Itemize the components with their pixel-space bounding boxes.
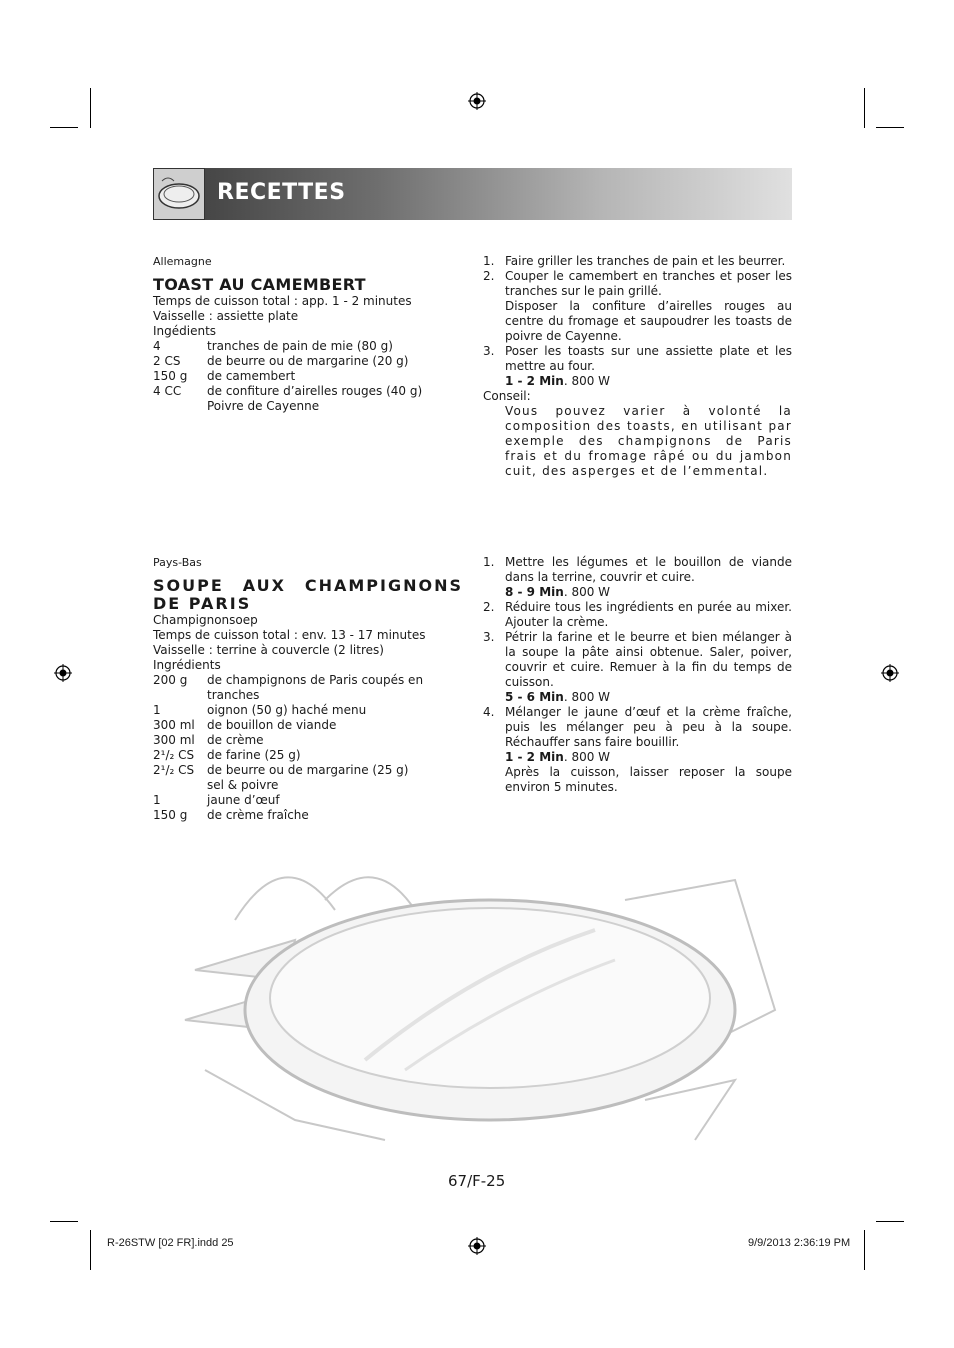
recipe-origin: Pays-Bas xyxy=(153,556,202,569)
registration-mark-icon xyxy=(468,1237,486,1255)
recipe-title: TOAST AU CAMEMBERT xyxy=(153,275,366,294)
ingredient-row: 150 g de camembert xyxy=(153,369,296,383)
ingredient-row: 300 ml de bouillon de viande xyxy=(153,718,337,732)
registration-mark-icon xyxy=(881,664,899,682)
crop-mark xyxy=(876,127,904,128)
ingredient-row: 1 jaune d’œuf xyxy=(153,793,280,807)
ingredient-list xyxy=(153,339,463,414)
ingredient-row: 1 oignon (50 g) haché menu xyxy=(153,703,367,717)
recipe-1-info xyxy=(153,254,463,414)
tip-label: Conseil: xyxy=(483,389,531,403)
crop-mark xyxy=(90,88,91,128)
ingredient-row: Poivre de Cayenne xyxy=(207,399,320,413)
ingredient-list xyxy=(153,673,463,823)
recipe-origin: Allemagne xyxy=(153,255,212,268)
step-item: 3. Pétrir la farine et le beurre et bien mélanger à la soupe la pâte ainsi obtenue. Saler, poiver, couvrir et cuire. Remuer à la fin du temps de cuisson. 5 - 6 Min. 800 W xyxy=(483,630,792,704)
recipe-meta: Vaisselle : assiette plate xyxy=(153,309,299,323)
step-item: 1. Faire griller les tranches de pain et les beurrer. xyxy=(483,254,786,268)
ingredient-row: sel & poivre xyxy=(207,778,279,792)
recipe-2-steps xyxy=(483,555,792,795)
crop-mark xyxy=(50,1221,78,1222)
step-item: 3. Poser les toasts sur une assiette plate et les mettre au four. 1 - 2 Min. 800 W xyxy=(483,344,792,388)
crop-mark xyxy=(864,88,865,128)
crop-mark xyxy=(876,1221,904,1222)
recipe-meta: Vaisselle : terrine à couvercle (2 litres) xyxy=(153,643,384,657)
step-item: 2. Couper le camembert en tranches et poser les tranches sur le pain grillé. Disposer la confiture d’airelles rouges au centre du fromage et saupoudrer les toasts de poivre de Cayenne. xyxy=(483,269,792,343)
ingredient-row: 4 tranches de pain de mie (80 g) xyxy=(153,339,393,353)
crop-mark xyxy=(90,1230,91,1270)
crop-mark xyxy=(50,127,78,128)
step-item: 2. Réduire tous les ingrédients en purée au mixer. Ajouter la crème. xyxy=(483,600,792,629)
footer-timestamp: 9/9/2013 2:36:19 PM xyxy=(748,1237,851,1249)
section-header xyxy=(153,168,792,220)
crop-mark xyxy=(864,1230,865,1270)
dish-icon xyxy=(153,168,205,220)
ingredient-row: 200 g de champignons de Paris coupés en tranches xyxy=(153,673,424,702)
recipe-meta: Champignonsoep xyxy=(153,613,258,627)
ingredient-row: 2 CS de beurre ou de margarine (20 g) xyxy=(153,354,409,368)
recipe-title: SOUPE AUX CHAMPIGNONS DE PARIS xyxy=(153,576,463,613)
page-number: 67/F-25 xyxy=(448,1172,506,1190)
recipe-meta: Ingédients xyxy=(153,324,217,338)
tip-text: Vous pouvez varier à volonté la composition des toasts, en utilisant par exemple des champignons de Paris frais et du fromage râpé ou du jambon cuit, des asperges et de l’emmental. xyxy=(505,404,792,478)
footer-file-info: R-26STW [02 FR].indd 25 xyxy=(107,1237,234,1249)
page-title: RECETTES xyxy=(217,180,346,205)
step-item: 1. Mettre les légumes et le bouillon de viande dans la terrine, couvrir et cuire. 8 - 9 Min. 800 W xyxy=(483,555,792,599)
recipe-meta: Temps de cuisson total : app. 1 - 2 minutes xyxy=(153,294,412,308)
dish-illustration xyxy=(175,820,805,1160)
recipe-meta: Ingrédients xyxy=(153,658,221,672)
registration-mark-icon xyxy=(54,664,72,682)
ingredient-row: 2¹/₂ CS de farine (25 g) xyxy=(153,748,301,762)
recipe-1-steps xyxy=(483,254,792,479)
ingredient-row: 150 g de crème fraîche xyxy=(153,808,309,822)
ingredient-row: 300 ml de crème xyxy=(153,733,264,747)
recipe-2-info xyxy=(153,555,463,823)
registration-mark-icon xyxy=(468,92,486,110)
recipe-meta: Temps de cuisson total : env. 13 - 17 minutes xyxy=(153,628,426,642)
ingredient-row: 4 CC de confiture d’airelles rouges (40 g) xyxy=(153,384,423,398)
step-item: 4. Mélanger le jaune d’œuf et la crème fraîche, puis les mélanger peu à peu à la soupe. Réchauffer sans faire bouillir. 1 - 2 Min. 800 W Après la cuisson, laisser reposer la soupe environ 5 minutes. xyxy=(483,705,792,794)
ingredient-row: 2¹/₂ CS de beurre ou de margarine (25 g) xyxy=(153,763,409,777)
